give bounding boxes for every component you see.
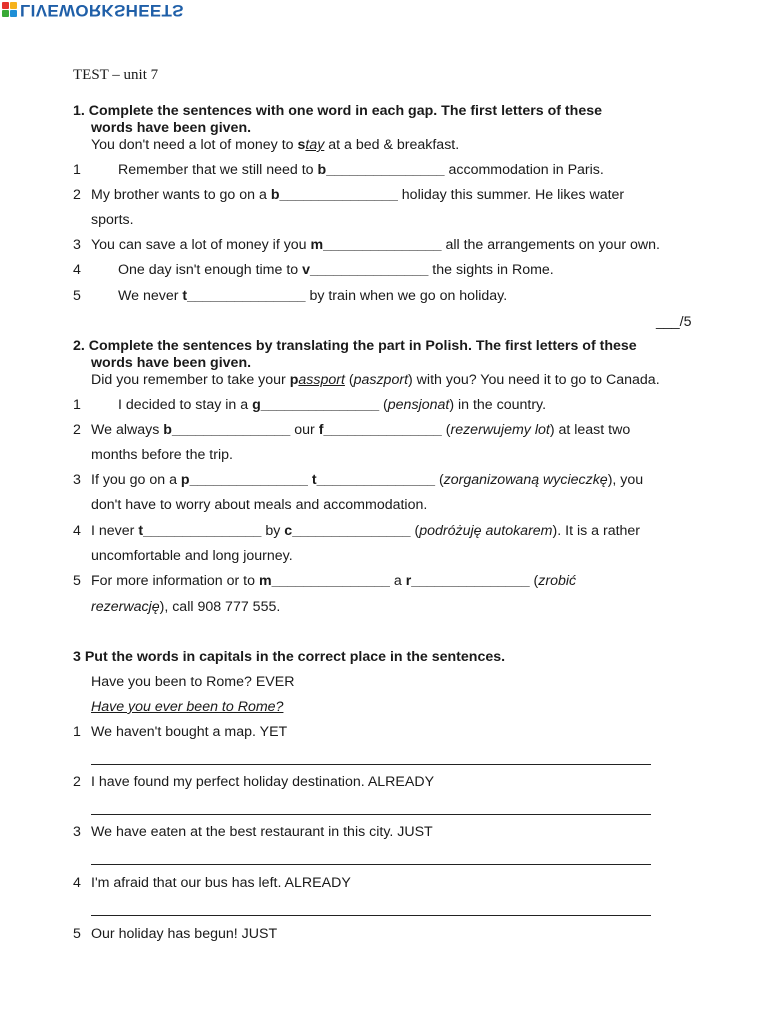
gap-field[interactable]: b_______________ xyxy=(270,187,398,203)
ex1-item-number: 5 xyxy=(73,288,81,304)
gap-field[interactable]: f_______________ xyxy=(318,422,442,438)
ex1-item: You can save a lot of money if you m_______________ all the arrangements on your own. xyxy=(91,237,660,253)
gap-field[interactable]: c_______________ xyxy=(284,523,411,539)
ex3-item: I have found my perfect holiday destination. ALREADY xyxy=(91,774,435,790)
ex2-item: I decided to stay in a g_______________ (pensjonat) in the country. xyxy=(118,397,547,413)
ex2-item-number: 2 xyxy=(73,422,81,438)
ex1-item-number: 3 xyxy=(73,237,81,253)
ex2-item: I never t_______________ by c_______________ (podróżuję autokarem). It is a rather xyxy=(91,523,641,539)
ex3-item: Our holiday has begun! JUST xyxy=(91,926,278,942)
ex1-instruction-cont: words have been given. xyxy=(91,120,252,136)
logo-mark-icon xyxy=(2,2,18,18)
logo-text: LIVEWORKSHEETS xyxy=(20,1,184,20)
page-title: TEST – unit 7 xyxy=(73,67,159,83)
ex2-item-cont: months before the trip. xyxy=(91,447,233,463)
gap-field[interactable]: r_______________ xyxy=(405,573,530,589)
ex1-item-cont: sports. xyxy=(91,212,134,228)
gap-field[interactable]: b_______________ xyxy=(317,162,445,178)
ex3-item-number: 3 xyxy=(73,824,81,840)
answer-line[interactable] xyxy=(91,864,651,865)
ex1-item: We never t_______________ by train when we go on holiday. xyxy=(118,288,508,304)
ex1-item: Remember that we still need to b_______________ accommodation in Paris. xyxy=(118,162,604,178)
ex1-item-number: 1 xyxy=(73,162,81,178)
ex1-score: ___/5 xyxy=(656,314,692,330)
ex2-item-number: 3 xyxy=(73,472,81,488)
ex2-example: Did you remember to take your passport (paszport) with you? You need it to go to Canada. xyxy=(91,372,660,388)
ex1-instruction: 1. Complete the sentences with one word in each gap. The first letters of these xyxy=(73,103,602,119)
answer-line[interactable] xyxy=(91,764,651,765)
ex3-example-question: Have you been to Rome? EVER xyxy=(91,674,295,690)
ex2-item-number: 1 xyxy=(73,397,81,413)
ex3-item-number: 1 xyxy=(73,724,81,740)
ex2-item-cont: rezerwację), call 908 777 555. xyxy=(91,599,281,615)
gap-field[interactable]: m_______________ xyxy=(258,573,390,589)
ex2-item: For more information or to m_______________ a r_______________ (zrobić xyxy=(91,573,577,589)
ex2-instruction: 2. Complete the sentences by translating the part in Polish. The first letters of these xyxy=(73,338,637,354)
ex1-item: My brother wants to go on a b_______________ holiday this summer. He likes water xyxy=(91,187,625,203)
gap-field[interactable]: t_______________ xyxy=(311,472,435,488)
liveworksheets-logo xyxy=(2,1,184,19)
ex3-item: We haven't bought a map. YET xyxy=(91,724,288,740)
ex1-item-number: 4 xyxy=(73,262,81,278)
gap-field[interactable]: p_______________ xyxy=(180,472,308,488)
ex3-example-answer: Have you ever been to Rome? xyxy=(91,699,284,715)
answer-line[interactable] xyxy=(91,814,651,815)
gap-field[interactable]: g_______________ xyxy=(252,397,380,413)
ex3-item: We have eaten at the best restaurant in this city. JUST xyxy=(91,824,433,840)
gap-field[interactable]: v_______________ xyxy=(302,262,429,278)
ex2-item: We always b_______________ our f_______________ (rezerwujemy lot) at least two xyxy=(91,422,631,438)
ex3-item-number: 4 xyxy=(73,875,81,891)
ex2-item-cont: don't have to worry about meals and accommodation. xyxy=(91,497,428,513)
ex2-item-number: 4 xyxy=(73,523,81,539)
ex3-item-number: 5 xyxy=(73,926,81,942)
ex1-item-number: 2 xyxy=(73,187,81,203)
gap-field[interactable]: b_______________ xyxy=(163,422,291,438)
ex1-example: You don't need a lot of money to stay at a bed & breakfast. xyxy=(91,137,460,153)
ex2-item-cont: uncomfortable and long journey. xyxy=(91,548,293,564)
answer-line[interactable] xyxy=(91,915,651,916)
ex1-item: One day isn't enough time to v_______________ the sights in Rome. xyxy=(118,262,554,278)
ex3-item: I'm afraid that our bus has left. ALREADY xyxy=(91,875,351,891)
ex2-item: If you go on a p_______________ t_______________ (zorganizowaną wycieczkę), you xyxy=(91,472,644,488)
ex3-item-number: 2 xyxy=(73,774,81,790)
gap-field[interactable]: m_______________ xyxy=(310,237,442,253)
ex3-instruction: 3 Put the words in capitals in the correct place in the sentences. xyxy=(73,649,506,665)
gap-field[interactable]: t_______________ xyxy=(138,523,262,539)
gap-field[interactable]: t_______________ xyxy=(182,288,306,304)
ex2-instruction-cont: words have been given. xyxy=(91,355,252,371)
ex2-item-number: 5 xyxy=(73,573,81,589)
